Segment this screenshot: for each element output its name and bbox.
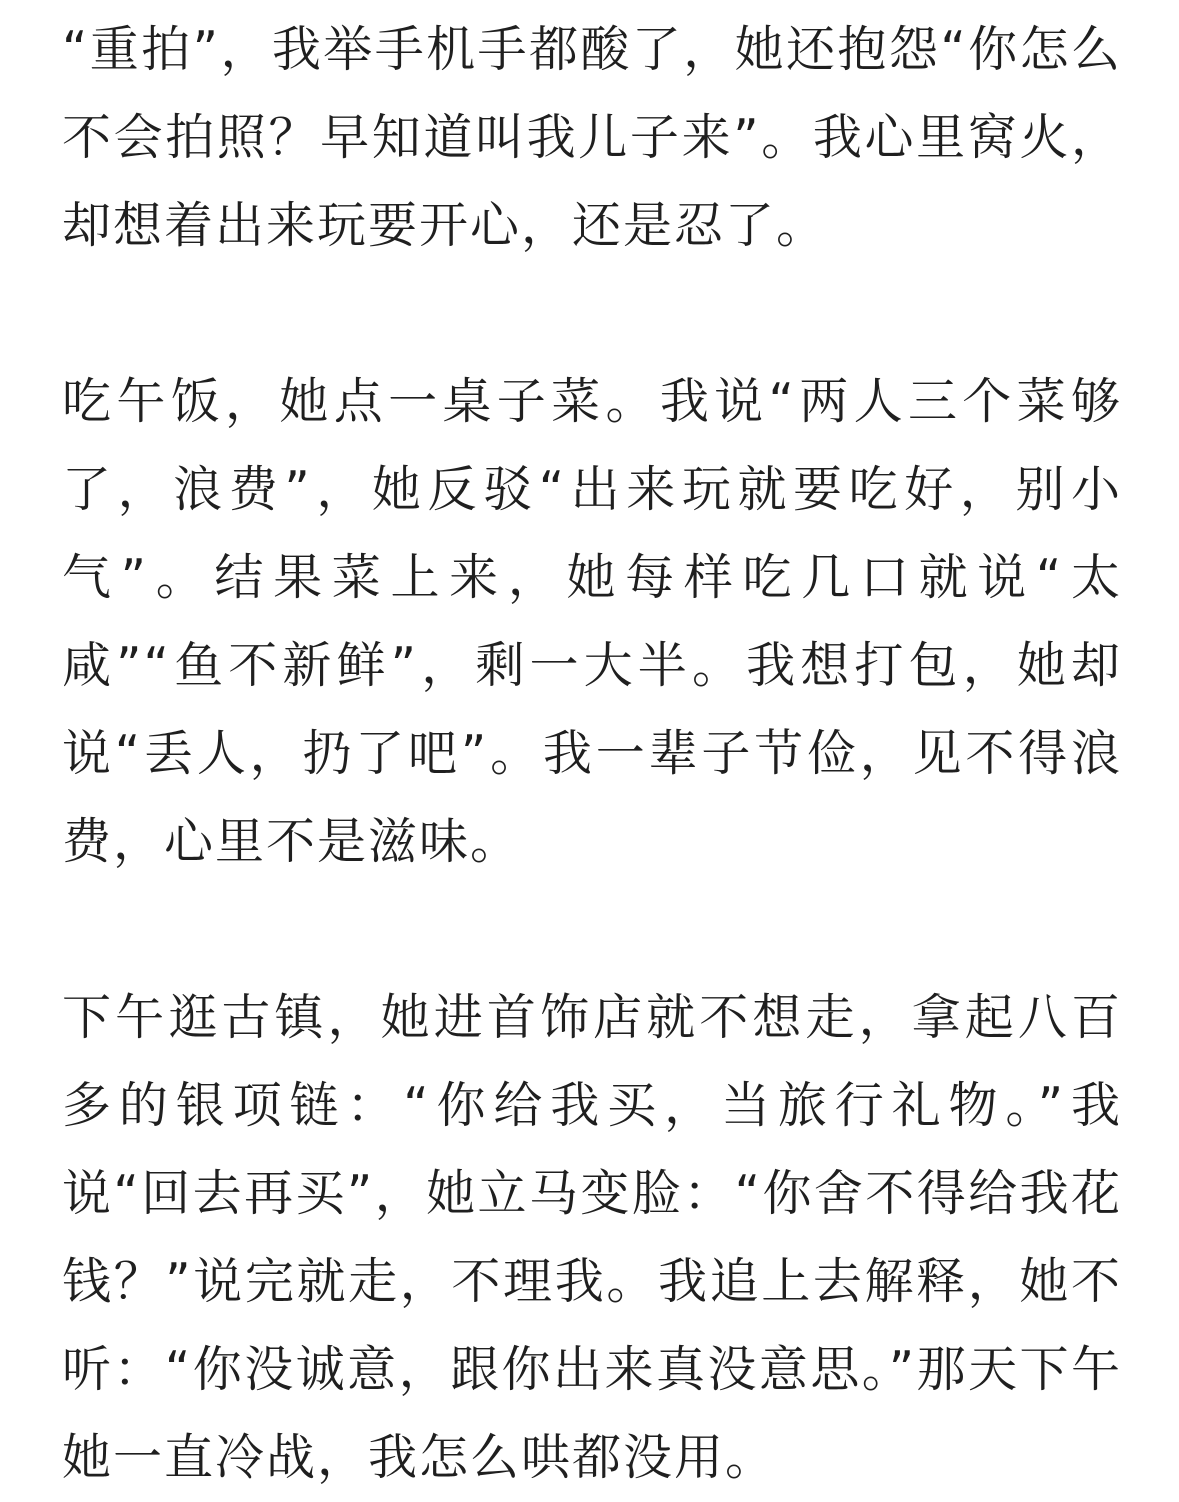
article-body	[62, 6, 1122, 1502]
paragraph-afternoon: 下午逛古镇，她进首饰店就不想走，拿起八百多的银项链：“你给我买，当旅行礼物。”我说“回去再买”，她立马变脸：“你舍不得给我花钱？”说完就走，不理我。我追上去解释，她不听：“你没诚意，跟你出来真没意思。”那天下午她一直冷战，我怎么哄都没用。	[62, 989, 1122, 1486]
paragraph-photo: “重拍”，我举手机手都酸了，她还抱怨“你怎么不会拍照？早知道叫我儿子来”。我心里窝火，却想着出来玩要开心，还是忍了。	[62, 21, 1122, 254]
paragraph-lunch: 吃午饭，她点一桌子菜。我说“两人三个菜够了，浪费”，她反驳“出来玩就要吃好，别小气”。结果菜上来，她每样吃几口就说“太咸”“鱼不新鲜”，剩一大半。我想打包，她却说“丢人，扔了吧”。我一辈子节俭，见不得浪费，心里不是滋味。	[62, 373, 1122, 870]
